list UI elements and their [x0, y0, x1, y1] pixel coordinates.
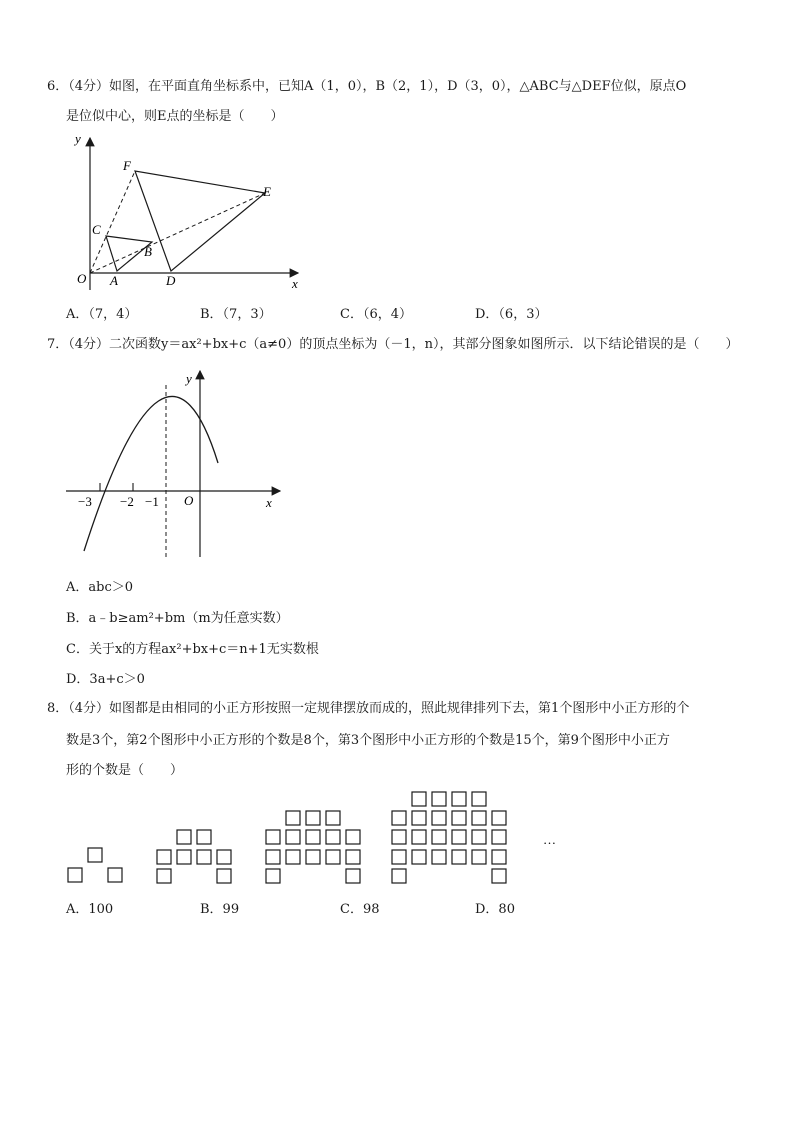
q7-option-d: D．3a+c＞0: [66, 672, 145, 687]
q8-pattern-2: [157, 830, 231, 883]
q8-figure: [60, 785, 580, 890]
q6-label-B: B: [144, 244, 152, 259]
q6-label-C: C: [92, 222, 101, 237]
q6-label-D: D: [166, 273, 176, 288]
q6-option-b: B．（7，3）: [200, 307, 272, 322]
q7-option-a: A．abc＞0: [66, 580, 134, 595]
q6-label-F: F: [123, 158, 131, 173]
q6-option-a: A．（7，4）: [66, 307, 138, 322]
q6-option-c: C．（6，4）: [340, 307, 412, 322]
q7-label-O: O: [184, 493, 194, 508]
q8-option-b: B．99: [200, 902, 240, 917]
q6-stem-line1: 6．（4分）如图，在平面直角坐标系中，已知A（1，0），B（2，1），D（3，0），△ABC与△DEF位似，原点O: [47, 79, 687, 94]
q6-figure: [60, 128, 320, 296]
q6-option-d: D．（6，3）: [475, 307, 548, 322]
q8-pattern-4: [392, 792, 506, 883]
q7-figure: [60, 365, 290, 560]
q6-label-O: O: [77, 271, 87, 286]
q8-option-d: D．80: [475, 902, 515, 917]
q8-ellipsis: …: [543, 832, 556, 847]
q8-stem-line3: 形的个数是（ ）: [66, 763, 184, 778]
q8-option-a: A．100: [66, 902, 114, 917]
q6-stem-line2: 是位似中心，则E点的坐标是（ ）: [66, 109, 284, 124]
q7-label-y: y: [186, 371, 192, 386]
q7-label-m3: −3: [78, 494, 92, 509]
q8-stem-line1: 8．（4分）如图都是由相同的小正方形按照一定规律摆放而成的，照此规律排列下去，第1个图形中小正方形的个: [47, 701, 690, 716]
q8-stem-line2: 数是3个，第2个图形中小正方形的个数是8个，第3个图形中小正方形的个数是15个，第9个图形中小正方: [66, 733, 670, 748]
q7-stem-line1: 7．（4分）二次函数y＝ax²+bx+c（a≠0）的顶点坐标为（－1，n），其部分图象如图所示．以下结论错误的是（ ）: [47, 337, 739, 352]
q6-label-E: E: [263, 184, 271, 199]
q8-option-c: C．98: [340, 902, 380, 917]
q7-parabola: [84, 396, 218, 551]
q6-label-A: A: [110, 273, 118, 288]
q7-label-x: x: [266, 495, 272, 510]
q6-label-x: x: [292, 276, 298, 291]
q7-label-m2: −2: [120, 494, 134, 509]
q7-option-c: C．关于x的方程ax²+bx+c＝n+1无实数根: [66, 642, 319, 657]
q7-option-b: B．a﹣b≥am²+bm（m为任意实数）: [66, 611, 289, 626]
q6-label-y: y: [75, 131, 81, 146]
q6-triangle-DEF: [135, 171, 265, 271]
q8-pattern-1: [68, 848, 122, 882]
q7-label-m1: −1: [145, 494, 159, 509]
q8-pattern-3: [266, 811, 360, 883]
q6-dash-OE: [90, 193, 265, 273]
